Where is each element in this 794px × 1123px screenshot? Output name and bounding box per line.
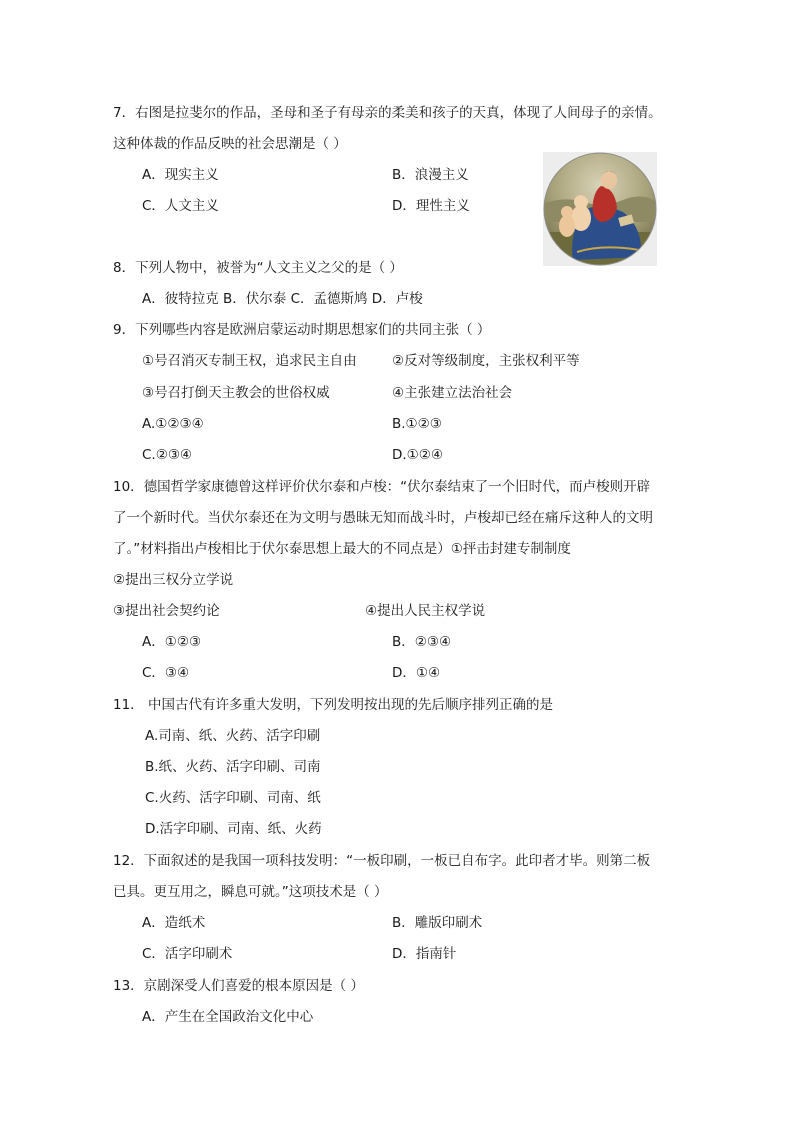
q12-option-b: B．雕版印刷术: [392, 915, 483, 931]
q7-option-b: B．浪漫主义: [392, 167, 469, 183]
q9-item-3: ③号召打倒天主教会的世俗权威: [142, 385, 330, 401]
q11-option-a: A.司南、纸、火药、活字印刷: [145, 728, 321, 744]
q9-option-a: A.①②③④: [142, 416, 204, 432]
q9-item-2: ②反对等级制度，主张权利平等: [392, 353, 580, 369]
q11-option-c: C.火药、活字印刷、司南、纸: [145, 790, 321, 806]
q9-option-c: C.②③④: [142, 447, 193, 463]
q8-options: A．彼特拉克 B．伏尔泰 C．孟德斯鸠 D．卢梭: [142, 291, 423, 307]
q9-option-b: B.①②③: [392, 416, 442, 432]
q10-stem-line2: 了一个新时代。当伏尔泰还在为文明与愚昧无知而战斗时，卢梭却已经在痛斥这种人的文明: [113, 510, 653, 526]
q12-option-c: C．活字印刷术: [142, 946, 233, 962]
q10-option-c: C．③④: [142, 665, 190, 681]
q9-item-1: ①号召消灭专制王权，追求民主自由: [142, 353, 357, 369]
q11-option-d: D.活字印刷、司南、纸、火药: [145, 821, 322, 837]
q7-stem-line1: 7．右图是拉斐尔的作品，圣母和圣子有母亲的柔美和孩子的天真，体现了人间母子的亲情。: [113, 105, 662, 121]
q12-stem-line2: 已具。更互用之，瞬息可就。”这项技术是（ ）: [113, 884, 388, 900]
q10-option-a: A．①②③: [142, 634, 202, 650]
madonna-painting-icon: [543, 152, 657, 266]
q12-option-a: A．造纸术: [142, 915, 206, 931]
q10-item-3: ③提出社会契约论: [113, 603, 220, 619]
q12-stem-line1: 12．下面叙述的是我国一项科技发明：“一板印刷，一板已自布字。此印者才毕。则第二板: [113, 853, 651, 869]
q12-option-d: D．指南针: [392, 946, 457, 962]
q9-option-d: D.①②④: [392, 447, 443, 463]
q11-option-b: B.纸、火药、活字印刷、司南: [145, 759, 321, 775]
q10-option-b: B．②③④: [392, 634, 452, 650]
q7-stem-line2: 这种体裁的作品反映的社会思潮是（ ）: [113, 136, 347, 152]
q13-stem: 13．京剧深受人们喜爱的根本原因是（ ）: [113, 978, 364, 994]
q10-item-4: ④提出人民主权学说: [365, 603, 486, 619]
q9-stem: 9．下列哪些内容是欧洲启蒙运动时期思想家们的共同主张（ ）: [113, 322, 491, 338]
q13-option-a: A．产生在全国政治文化中心: [142, 1009, 314, 1025]
q7-option-c: C．人文主义: [142, 198, 219, 214]
q10-stem-line3: 了。”材料指出卢梭相比于伏尔泰思想上最大的不同点是）①抨击封建专制制度: [113, 541, 571, 557]
q10-stem-line4: ②提出三权分立学说: [113, 572, 234, 588]
q10-stem-line1: 10．德国哲学家康德曾这样评价伏尔泰和卢梭：“伏尔泰结束了一个旧时代，而卢梭则开辟: [113, 479, 651, 495]
q7-option-d: D．理性主义: [392, 198, 470, 214]
q10-option-d: D．①④: [392, 665, 441, 681]
q8-stem: 8．下列人物中，被誉为“人文主义之父的是（ ）: [113, 260, 403, 276]
q7-option-a: A．现实主义: [142, 167, 219, 183]
q9-item-4: ④主张建立法治社会: [392, 385, 513, 401]
q11-stem: 11． 中国古代有许多重大发明，下列发明按出现的先后顺序排列正确的是: [113, 697, 553, 713]
